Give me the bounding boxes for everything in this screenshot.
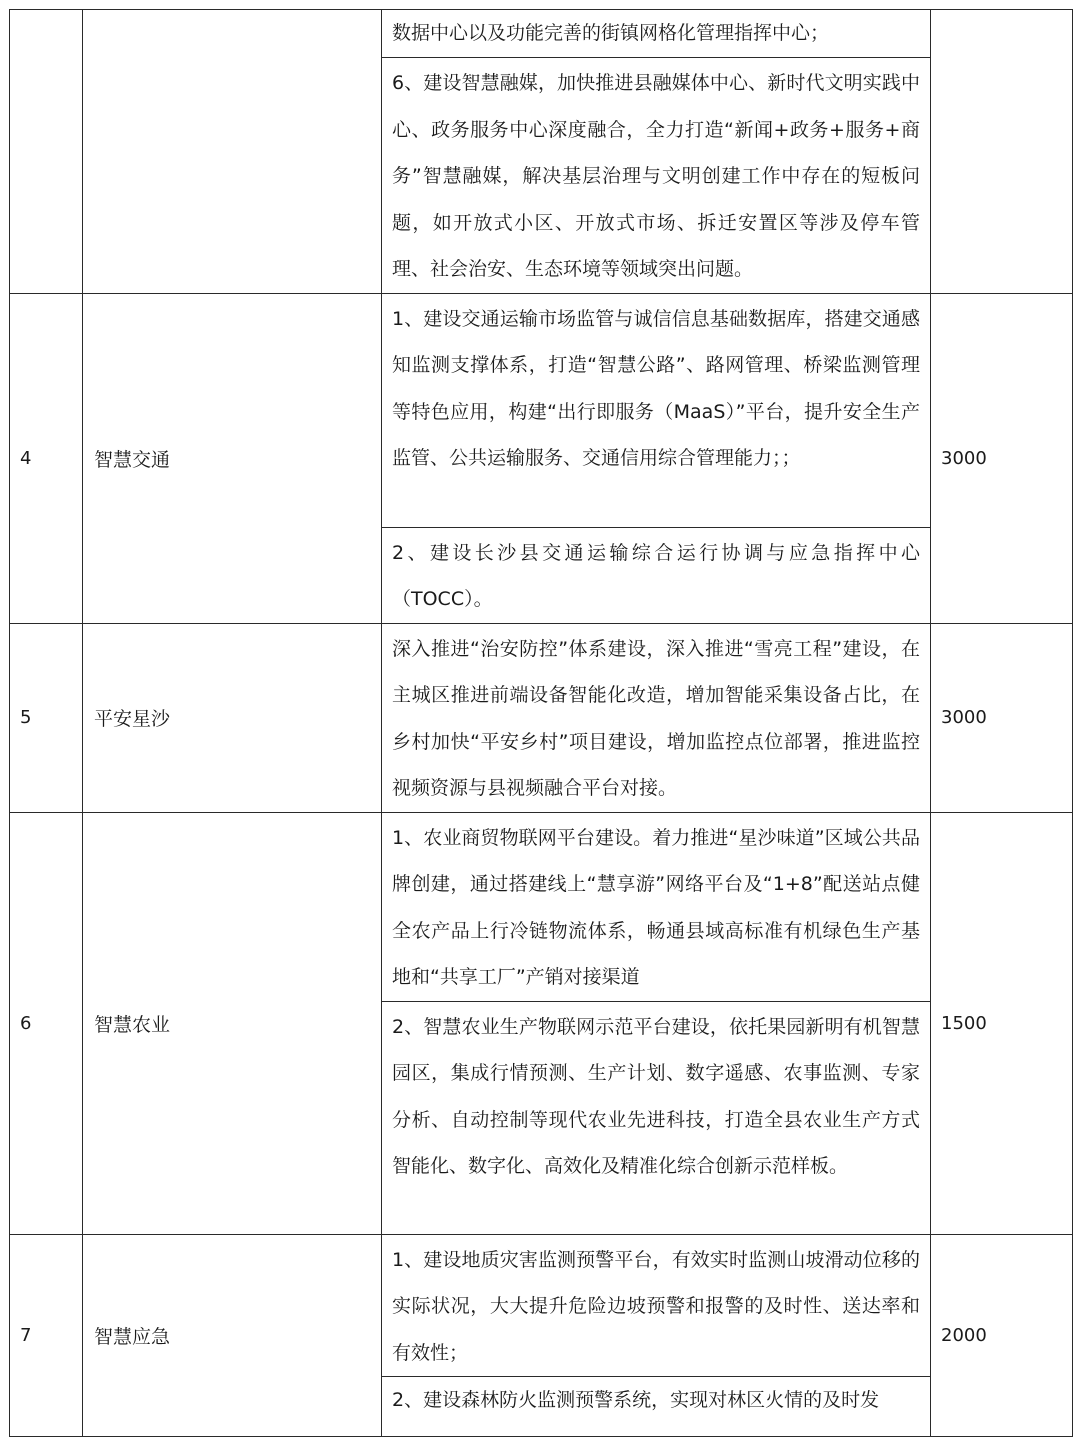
project-name: 智慧农业 (83, 812, 382, 1234)
project-name: 智慧应急 (83, 1234, 382, 1437)
project-description: 1、建设地质灾害监测预警平台，有效实时监测山坡滑动位移的实际状况，大大提升危险边坡预警和报警的及时性、送达率和有效性； (382, 1234, 931, 1377)
row-number: 5 (10, 623, 83, 812)
project-amount: 3000 (931, 623, 1073, 812)
table-row (10, 293, 1073, 527)
row-number (10, 10, 83, 294)
project-amount: 3000 (931, 293, 1073, 623)
project-description: 数据中心以及功能完善的街镇网格化管理指挥中心； (382, 10, 931, 58)
project-description: 2、智慧农业生产物联网示范平台建设，依托果园新明有机智慧园区，集成行情预测、生产计划、数字遥感、农事监测、专家分析、自动控制等现代农业先进科技，打造全县农业生产方式智能化、数字化、高效化及精准化综合创新示范样板。 (382, 1001, 931, 1234)
table-row (10, 812, 1073, 1001)
project-description: 6、建设智慧融媒，加快推进县融媒体中心、新时代文明实践中心、政务服务中心深度融合，全力打造“新闻+政务+服务+商务”智慧融媒，解决基层治理与文明创建工作中存在的短板问题，如开放式小区、开放式市场、拆迁安置区等涉及停车管理、社会治安、生态环境等领域突出问题。 (382, 58, 931, 294)
project-description: 1、建设交通运输市场监管与诚信信息基础数据库，搭建交通感知监测支撑体系，打造“智慧公路”、路网管理、桥梁监测管理等特色应用，构建“出行即服务（MaaS）”平台，提升安全生产监管、公共运输服务、交通信用综合管理能力；； (382, 293, 931, 527)
project-table (9, 9, 1073, 1437)
table-row (10, 1234, 1073, 1377)
project-amount: 1500 (931, 812, 1073, 1234)
project-name: 平安星沙 (83, 623, 382, 812)
project-name: 智慧交通 (83, 293, 382, 623)
table-row (10, 623, 1073, 812)
row-number: 7 (10, 1234, 83, 1437)
project-description: 1、农业商贸物联网平台建设。着力推进“星沙味道”区域公共品牌创建，通过搭建线上“慧享游”网络平台及“1+8”配送站点健全农产品上行冷链物流体系，畅通县域高标准有机绿色生产基地和“共享工厂”产销对接渠道 (382, 812, 931, 1001)
table-row (10, 10, 1073, 58)
project-amount: 2000 (931, 1234, 1073, 1437)
project-description: 2、建设森林防火监测预警系统，实现对林区火情的及时发 (382, 1377, 931, 1437)
project-name (83, 10, 382, 294)
row-number: 6 (10, 812, 83, 1234)
project-description: 2、建设长沙县交通运输综合运行协调与应急指挥中心（TOCC）。 (382, 527, 931, 623)
row-number: 4 (10, 293, 83, 623)
project-amount (931, 10, 1073, 294)
project-description: 深入推进“治安防控”体系建设，深入推进“雪亮工程”建设，在主城区推进前端设备智能化改造，增加智能采集设备占比，在乡村加快“平安乡村”项目建设，增加监控点位部署，推进监控视频资源与县视频融合平台对接。 (382, 623, 931, 812)
